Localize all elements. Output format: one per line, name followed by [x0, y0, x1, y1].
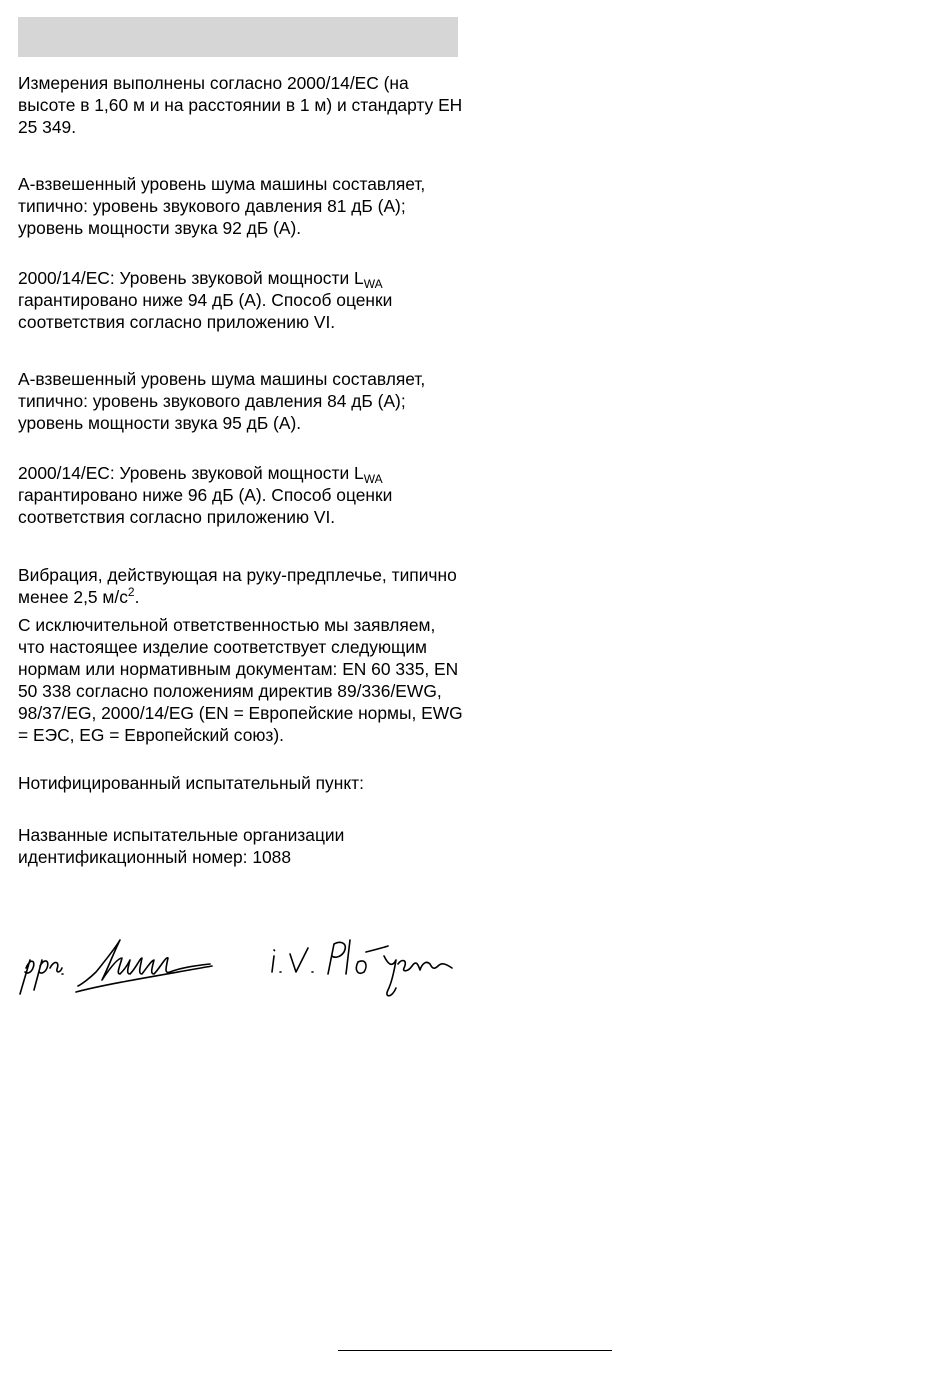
noise-guarantee-1-post: гарантировано ниже 94 дБ (А). Способ оценки соответствия согласно приложению VI. [18, 290, 393, 332]
section-header-bar [18, 17, 458, 57]
lwa-subscript-1: WA [363, 277, 383, 291]
declaration-paragraph: С исключительной ответственностью мы заявляем, что настоящее изделие соответствует следующим нормам или нормативным документам: EN 60 335, EN 50 338 согласно положениям директив 89/336/EWG, 98/37/EG, 2000/14/EG (EN = Европейские нормы, EWG = ЕЭС, EG = Европейский союз). [18, 615, 463, 745]
footer-rule [338, 1350, 612, 1351]
noise-guarantee-2-post: гарантировано ниже 96 дБ (А). Способ оценки соответствия согласно приложению VI. [18, 485, 393, 527]
vibration-pre: Вибрация, действующая на руку-предплечье, типично менее 2,5 м/с [18, 565, 457, 607]
lwa-subscript-2: WA [363, 472, 383, 486]
noise-level-paragraph-2: А-взвешенный уровень шума машины составляет, типично: уровень звукового давления 84 дБ (А); уровень мощности звука 95 дБ (А). [18, 369, 426, 433]
signature-left [16, 928, 216, 1000]
noise-guarantee-1-pre: 2000/14/ЕС: Уровень звуковой мощности L [18, 268, 364, 288]
signature-right [262, 928, 462, 1000]
vibration-post: . [134, 587, 140, 607]
noise-guarantee-paragraph-2 [18, 462, 463, 528]
noise-guarantee-2-pre: 2000/14/ЕС: Уровень звуковой мощности L [18, 463, 364, 483]
measurement-paragraph: Измерения выполнены согласно 2000/14/ЕС (на высоте в 1,60 м и на расстоянии в 1 м) и стандарту ЕН 25 349. [18, 73, 463, 137]
notified-body-paragraph: Нотифицированный испытательный пункт: [18, 773, 364, 793]
noise-guarantee-paragraph-1 [18, 267, 463, 333]
vibration-paragraph [18, 564, 463, 608]
organizations-line-2: идентификационный номер: 1088 [18, 847, 292, 867]
organizations-line-1: Названные испытательные организации [18, 825, 345, 845]
organizations-paragraph [18, 824, 463, 868]
vibration-sup: 2 [127, 585, 135, 599]
noise-level-paragraph-1: А-взвешенный уровень шума машины составляет, типично: уровень звукового давления 81 дБ (А); уровень мощности звука 92 дБ (А). [18, 174, 426, 238]
